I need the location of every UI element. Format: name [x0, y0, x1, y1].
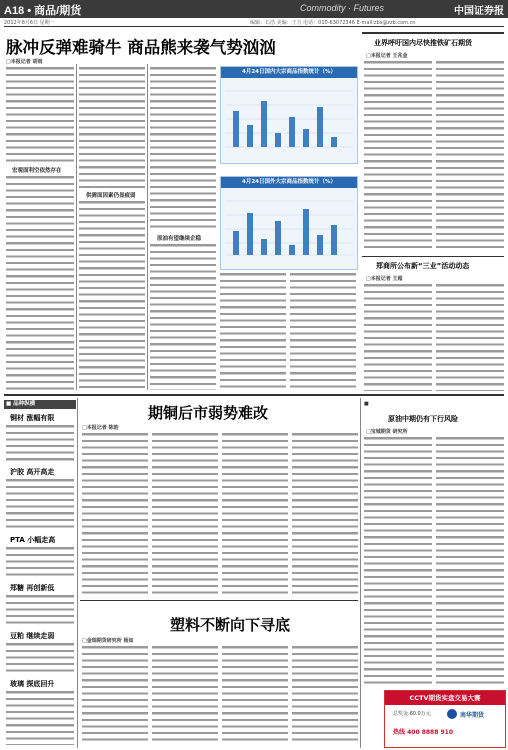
right-headline-2: 郑商所公布新“三业”活动动态: [376, 262, 470, 270]
column-divider: [77, 398, 78, 748]
copper-text-col3: [222, 432, 288, 596]
ad-title: CCTV期货实盘交易大赛: [385, 691, 505, 705]
sidebar-item-text: [6, 546, 74, 578]
sidebar-item-text: [6, 478, 74, 530]
sidebar-title: ■ 品种纵横: [4, 400, 76, 409]
right-byline-1: □本报记者 王兆金: [366, 53, 408, 59]
right-text-col2: [436, 60, 504, 252]
sidebar-item-text: [6, 424, 74, 462]
lead-subhead-1: 宏观面利空依然存在: [12, 168, 62, 174]
lead-text-col5: [290, 272, 356, 390]
ad-brand: 南华期货: [460, 712, 485, 719]
sidebar-item-title: 豆粕 继续走弱: [10, 632, 55, 640]
copper-text-col4: [292, 432, 358, 596]
right-section-tag: ■: [364, 401, 369, 407]
right-text-col4: [436, 283, 504, 391]
right-text-col1: [364, 60, 432, 252]
copper-headline: 期铜后市弱势难改: [148, 404, 269, 422]
column-divider: [76, 64, 77, 390]
crude-headline: 原油中期仍有下行风险: [388, 415, 458, 423]
plastic-text-col4: [292, 645, 358, 745]
lead-subhead-2: 供需面因素仍显疲弱: [86, 193, 136, 199]
brand-logo-icon: [447, 709, 457, 719]
newspaper-logo: 中国证券报: [454, 6, 504, 17]
lead-text-col3a: [150, 66, 216, 231]
lead-byline: □本报记者 胡雨: [6, 59, 43, 65]
issue-date: 2012年8月6日 星期一: [4, 20, 55, 26]
section-rule: [362, 32, 504, 34]
page-label: A18 • 商品/期货: [4, 5, 82, 17]
chart-title: 4月24日国外大宗商品指数统计（%）: [221, 177, 357, 188]
futures-contest-ad[interactable]: [384, 690, 506, 748]
sidebar-item-title: 铜材 涨幅有限: [10, 414, 55, 422]
column-divider: [147, 64, 148, 390]
chart-title: 4月24日国内大宗商品指数统计（%）: [221, 67, 357, 78]
section-rule: [80, 600, 358, 601]
lead-text-col1a: [6, 66, 74, 163]
right-section-headline: 业界呼吁国内尽快推铁矿石期货: [374, 39, 472, 47]
right-text-col3: [364, 283, 432, 391]
header-rule: [4, 26, 504, 27]
sidebar-item-title: 郑糖 再创新低: [10, 584, 55, 592]
copper-byline: □本报记者 陈韵: [82, 425, 119, 431]
chart-graphic: [225, 191, 353, 265]
lead-text-col4: [220, 272, 286, 390]
lead-text-col3b: [150, 243, 216, 390]
plastic-byline: □金瑞期货研究所 杨如: [82, 638, 134, 644]
section-rule: [362, 256, 504, 257]
editor-info: 编辑：石浩 美编：王力 电话：010-63072346 E-mail:zbs@zzb.com.cn: [250, 20, 416, 26]
copper-text-col2: [152, 432, 218, 596]
sidebar-item-text: [6, 594, 74, 626]
crude-byline: □宝城期货 研究所: [366, 429, 408, 435]
lead-text-col2a: [79, 66, 145, 188]
plastic-text-col2: [152, 645, 218, 745]
sidebar-item-title: 玻璃 探底回升: [10, 680, 55, 688]
ad-hotline: 热线 400 8888 910: [393, 729, 454, 736]
lead-text-col1b: [6, 175, 74, 390]
plastic-text-col3: [222, 645, 288, 745]
right-byline-2: □本报记者 王超: [366, 276, 403, 282]
section-rule: [4, 394, 504, 396]
lead-headline: 脉冲反弹难骑牛 商品熊来袭气势汹汹: [6, 38, 276, 57]
column-divider: [360, 398, 361, 748]
lead-subhead-3: 原油有望继续企稳: [157, 236, 202, 242]
chart-graphic: [225, 81, 353, 159]
plastic-headline: 塑料不断向下寻底: [170, 616, 291, 634]
plastic-text-col1: [82, 645, 148, 745]
domestic-index-chart: [220, 66, 358, 164]
copper-text-col1: [82, 432, 148, 596]
sidebar-item-title: 沪胶 高开高走: [10, 468, 55, 476]
ad-prize: 总奖金 60.0万元: [393, 711, 431, 717]
sidebar-item-text: [6, 642, 74, 674]
page-header: [0, 0, 508, 18]
sidebar-item-title: PTA 小幅走高: [10, 536, 56, 544]
crude-text-col2: [436, 436, 504, 686]
crude-text-col1: [364, 436, 432, 686]
sidebar-item-text: [6, 690, 74, 745]
section-english: Commodity · Futures: [300, 3, 385, 13]
lead-text-col2b: [79, 200, 145, 390]
foreign-index-chart: [220, 176, 358, 270]
